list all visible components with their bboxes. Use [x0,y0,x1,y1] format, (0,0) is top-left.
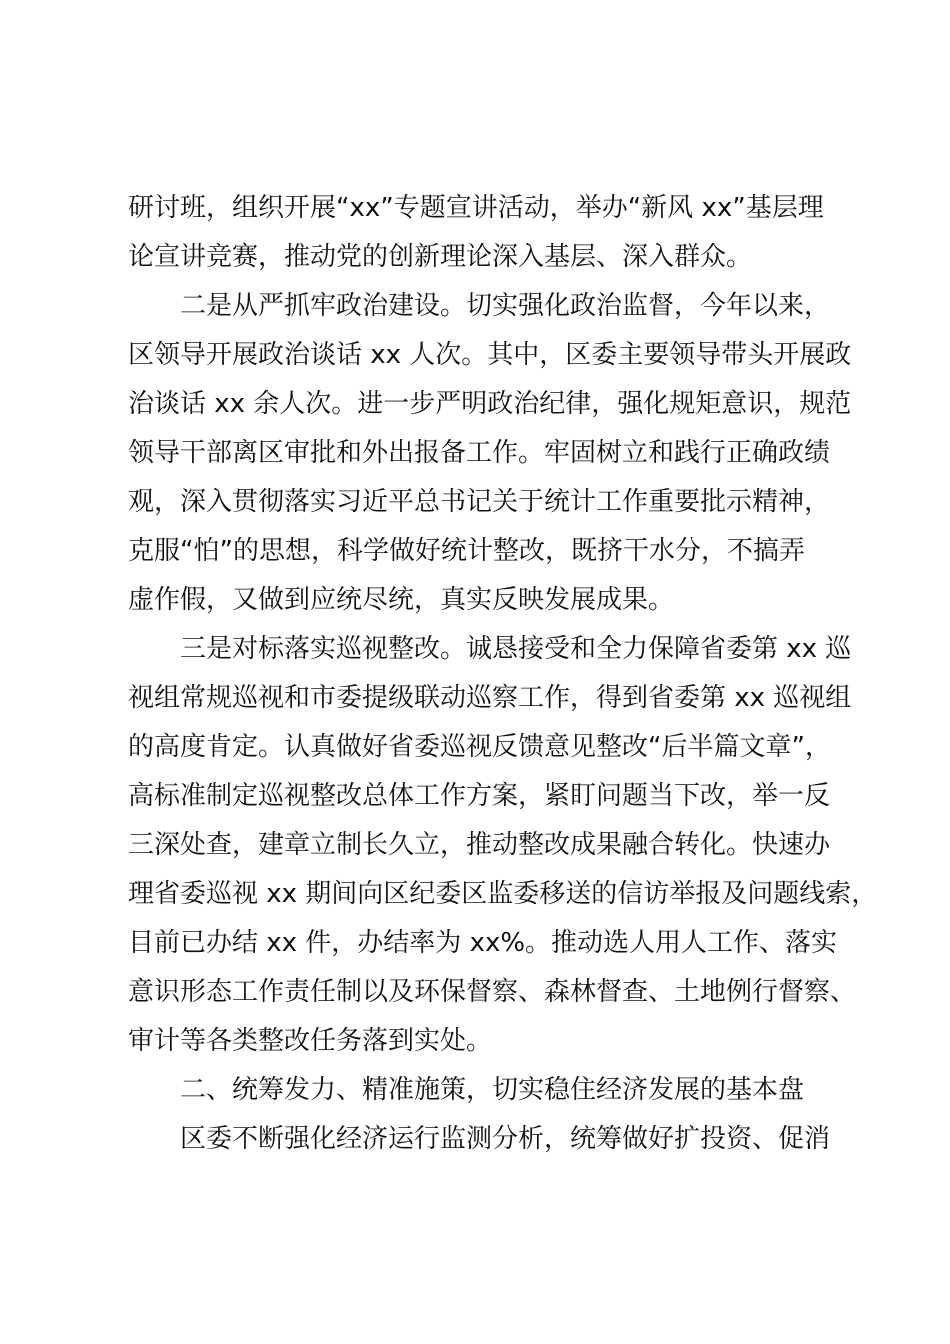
paragraph-line: 视组常规巡视和市委提级联动巡察工作，得到省委第 xx 巡视组 [128,683,852,713]
paragraph-line: 审计等各类整改任务落到实处。 [128,1026,493,1056]
paragraph-line: 区委不断强化经济运行监测分析，统筹做好扩投资、促消 [180,1124,831,1154]
paragraph-line: 虚作假，又做到应统尽统，真实反映发展成果。 [128,585,675,615]
paragraph-line: 观，深入贯彻落实习近平总书记关于统计工作重要批示精神， [128,487,831,517]
paragraph-line: 论宣讲竞赛，推动党的创新理论深入基层、深入群众。 [128,242,753,272]
document-body [128,184,878,1164]
paragraph-line: 区领导开展政治谈话 xx 人次。其中，区委主要领导带头开展政 [128,340,852,370]
paragraph-line: 研讨班，组织开展“xx”专题宣讲活动，举办“新风 xx”基层理 [128,193,824,223]
paragraph-line: 领导干部离区审批和外出报备工作。牢固树立和践行正确政绩 [128,438,831,468]
paragraph-line: 治谈话 xx 余人次。进一步严明政治纪律，强化规矩意识，规范 [128,389,852,419]
paragraph-line: 意识形态工作责任制以及环保督察、森林督查、土地例行督察、 [128,977,857,1007]
paragraph-line: 三是对标落实巡视整改。诚恳接受和全力保障省委第 xx 巡 [180,634,852,664]
paragraph-line: 理省委巡视 xx 期间向区纪委区监委移送的信访举报及问题线索， [128,879,878,909]
paragraph-line: 二是从严抓牢政治建设。切实强化政治监督，今年以来， [180,291,831,321]
paragraph-line: 高标准制定巡视整改总体工作方案，紧盯问题当下改，举一反 [128,781,831,811]
paragraph-line: 的高度肯定。认真做好省委巡视反馈意见整改“后半篇文章”， [128,732,831,762]
paragraph-line: 目前已办结 xx 件，办结率为 xx%。推动选人用人工作、落实 [128,928,838,958]
section-heading: 二、统筹发力、精准施策，切实稳住经济发展的基本盘 [180,1075,805,1105]
paragraph-line: 三深处查，建章立制长久立，推动整改成果融合转化。快速办 [128,830,831,860]
paragraph-line: 克服“怕”的思想，科学做好统计整改，既挤干水分，不搞弄 [128,536,805,566]
